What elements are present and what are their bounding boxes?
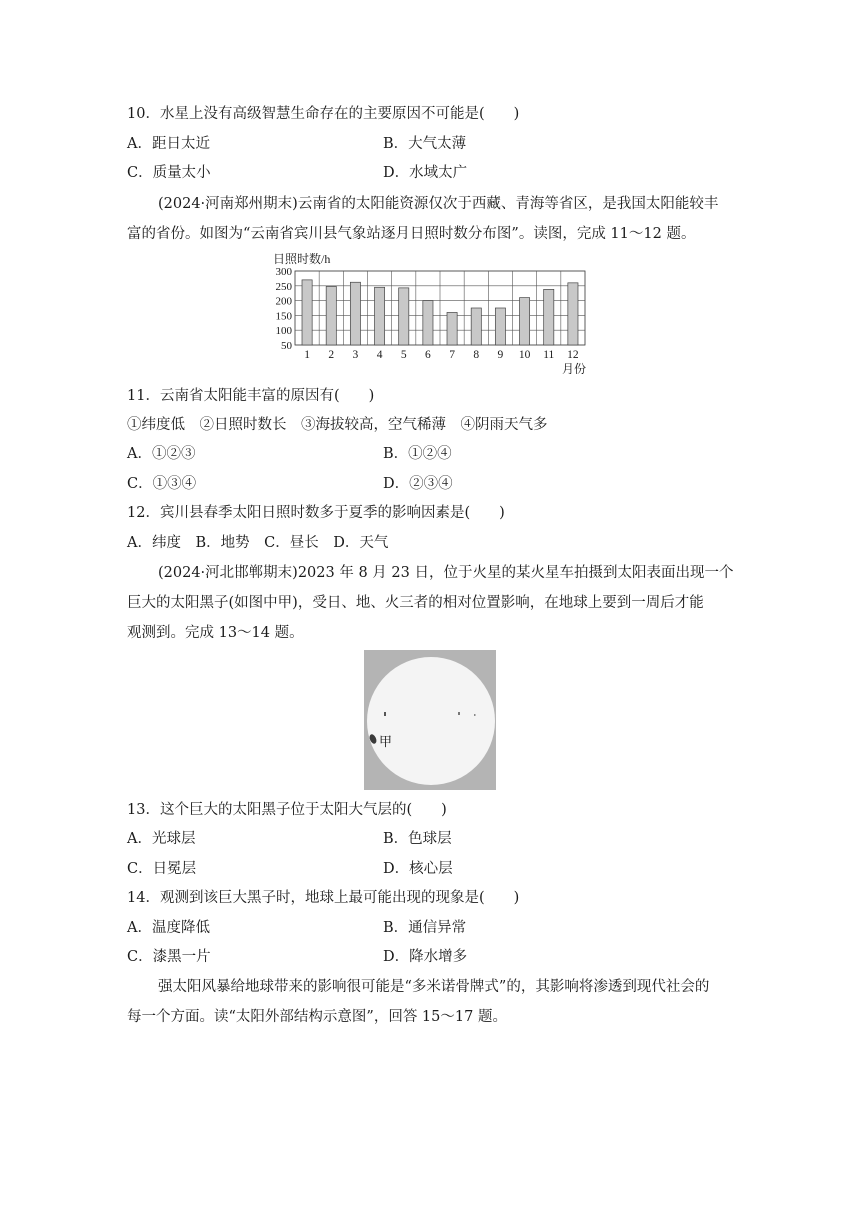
- chart-xtick-label: 8: [473, 349, 480, 361]
- q11-option-a: A．①②③: [127, 446, 196, 462]
- q10-option-d: D．水域太广: [383, 165, 468, 181]
- chart-xtick-label: 4: [376, 349, 383, 361]
- chart-xtick-label: 12: [567, 349, 579, 361]
- q13-option-d: D．核心层: [383, 861, 453, 877]
- q14-stem: 14．观测到该巨大黑子时，地球上最可能出现的现象是( ): [127, 890, 520, 906]
- chart-bar: [520, 298, 530, 345]
- chart-xtick-label: 1: [304, 349, 310, 361]
- chart-ytick-label: 300: [275, 266, 292, 278]
- intro2-line2: 巨大的太阳黑子(如图中甲)，受日、地、火三者的相对位置影响，在地球上要到一周后才能: [127, 595, 704, 611]
- q11-option-c: C．①③④: [127, 476, 197, 492]
- sunspot-small-3: [474, 714, 476, 716]
- chart-xtick-label: 3: [352, 349, 359, 361]
- chart-xtick-label: 5: [400, 349, 407, 361]
- intro1-line1: (2024·河南郑州期末)云南省的太阳能资源仅次于西藏、青海等省区，是我国太阳能较丰: [158, 196, 719, 212]
- q13-option-c: C．日冕层: [127, 861, 197, 877]
- chart-xtick-label: 6: [425, 349, 431, 361]
- q10-option-b: B．大气太薄: [383, 136, 467, 152]
- q14-option-a: A．温度降低: [127, 920, 210, 936]
- q11-option-b: B．①②④: [383, 446, 452, 462]
- intro2-line1: (2024·河北邯郸期末)2023 年 8 月 23 日，位于火星的某火星车拍摄到太阳表面出现一个: [158, 565, 734, 581]
- chart-bar: [568, 283, 578, 345]
- q14-option-c: C．漆黑一片: [127, 949, 211, 965]
- sunshine-hours-chart: [270, 253, 600, 378]
- chart-ylabel: 日照时数/h: [273, 253, 331, 266]
- q11-stem: 11．云南省太阳能丰富的原因有( ): [127, 388, 375, 404]
- q10-option-a: A．距日太近: [127, 136, 210, 152]
- chart-ytick-label: 50: [281, 340, 292, 352]
- sunspot-small-1: [384, 712, 386, 716]
- q13-option-b: B．色球层: [383, 831, 452, 847]
- q10-stem: 10．水星上没有高级智慧生命存在的主要原因不可能是( ): [127, 106, 520, 122]
- chart-bar: [350, 282, 360, 345]
- q12-stem: 12．宾川县春季太阳日照时数多于夏季的影响因素是( ): [127, 505, 505, 521]
- sun-photo: [364, 650, 496, 790]
- q12-choices: A．纬度 B．地势 C．昼长 D．天气: [127, 535, 389, 551]
- q13-stem: 13．这个巨大的太阳黑子位于太阳大气层的( ): [127, 802, 447, 818]
- chart-xlabel: 月份: [562, 362, 587, 376]
- chart-bar: [447, 312, 457, 345]
- q11-statement-list: ①纬度低 ②日照时数长 ③海拔较高，空气稀薄 ④阴雨天气多: [127, 417, 548, 433]
- q10-option-c: C．质量太小: [127, 165, 211, 181]
- chart-bar: [423, 301, 433, 345]
- intro1-line2: 富的省份。如图为“云南省宾川县气象站逐月日照时数分布图”。读图，完成 11～12 题。: [127, 226, 696, 242]
- intro3-line1: 强太阳风暴给地球带来的影响很可能是“多米诺骨牌式”的，其影响将渗透到现代社会的: [158, 979, 710, 995]
- intro2-line3: 观测到。完成 13～14 题。: [127, 625, 304, 641]
- sunspot-small-2: [458, 712, 460, 715]
- chart-xtick-label: 7: [449, 349, 455, 361]
- q13-option-a: A．光球层: [127, 831, 196, 847]
- sun-disk: [367, 657, 495, 785]
- q14-option-d: D．降水增多: [383, 949, 468, 965]
- intro3-line2: 每一个方面。读“太阳外部结构示意图”，回答 15～17 题。: [127, 1009, 507, 1025]
- chart-ytick-label: 200: [275, 295, 292, 308]
- chart-xtick-label: 2: [328, 349, 335, 361]
- sunspot-label: 甲: [379, 735, 393, 750]
- chart-xtick-label: 9: [497, 349, 504, 361]
- chart-bar: [326, 286, 336, 345]
- q11-option-d: D．②③④: [383, 476, 453, 492]
- chart-bar: [302, 280, 312, 345]
- chart-bar: [399, 288, 409, 345]
- chart-bar: [375, 287, 385, 345]
- chart-bar: [544, 289, 554, 345]
- q14-option-b: B．通信异常: [383, 920, 467, 936]
- chart-bar: [495, 308, 505, 345]
- chart-ytick-label: 100: [275, 325, 292, 338]
- chart-ytick-label: 150: [275, 310, 292, 323]
- chart-xtick-label: 10: [518, 349, 531, 361]
- chart-ytick-label: 250: [275, 280, 292, 293]
- chart-xtick-label: 11: [543, 349, 555, 361]
- chart-bar: [471, 308, 481, 345]
